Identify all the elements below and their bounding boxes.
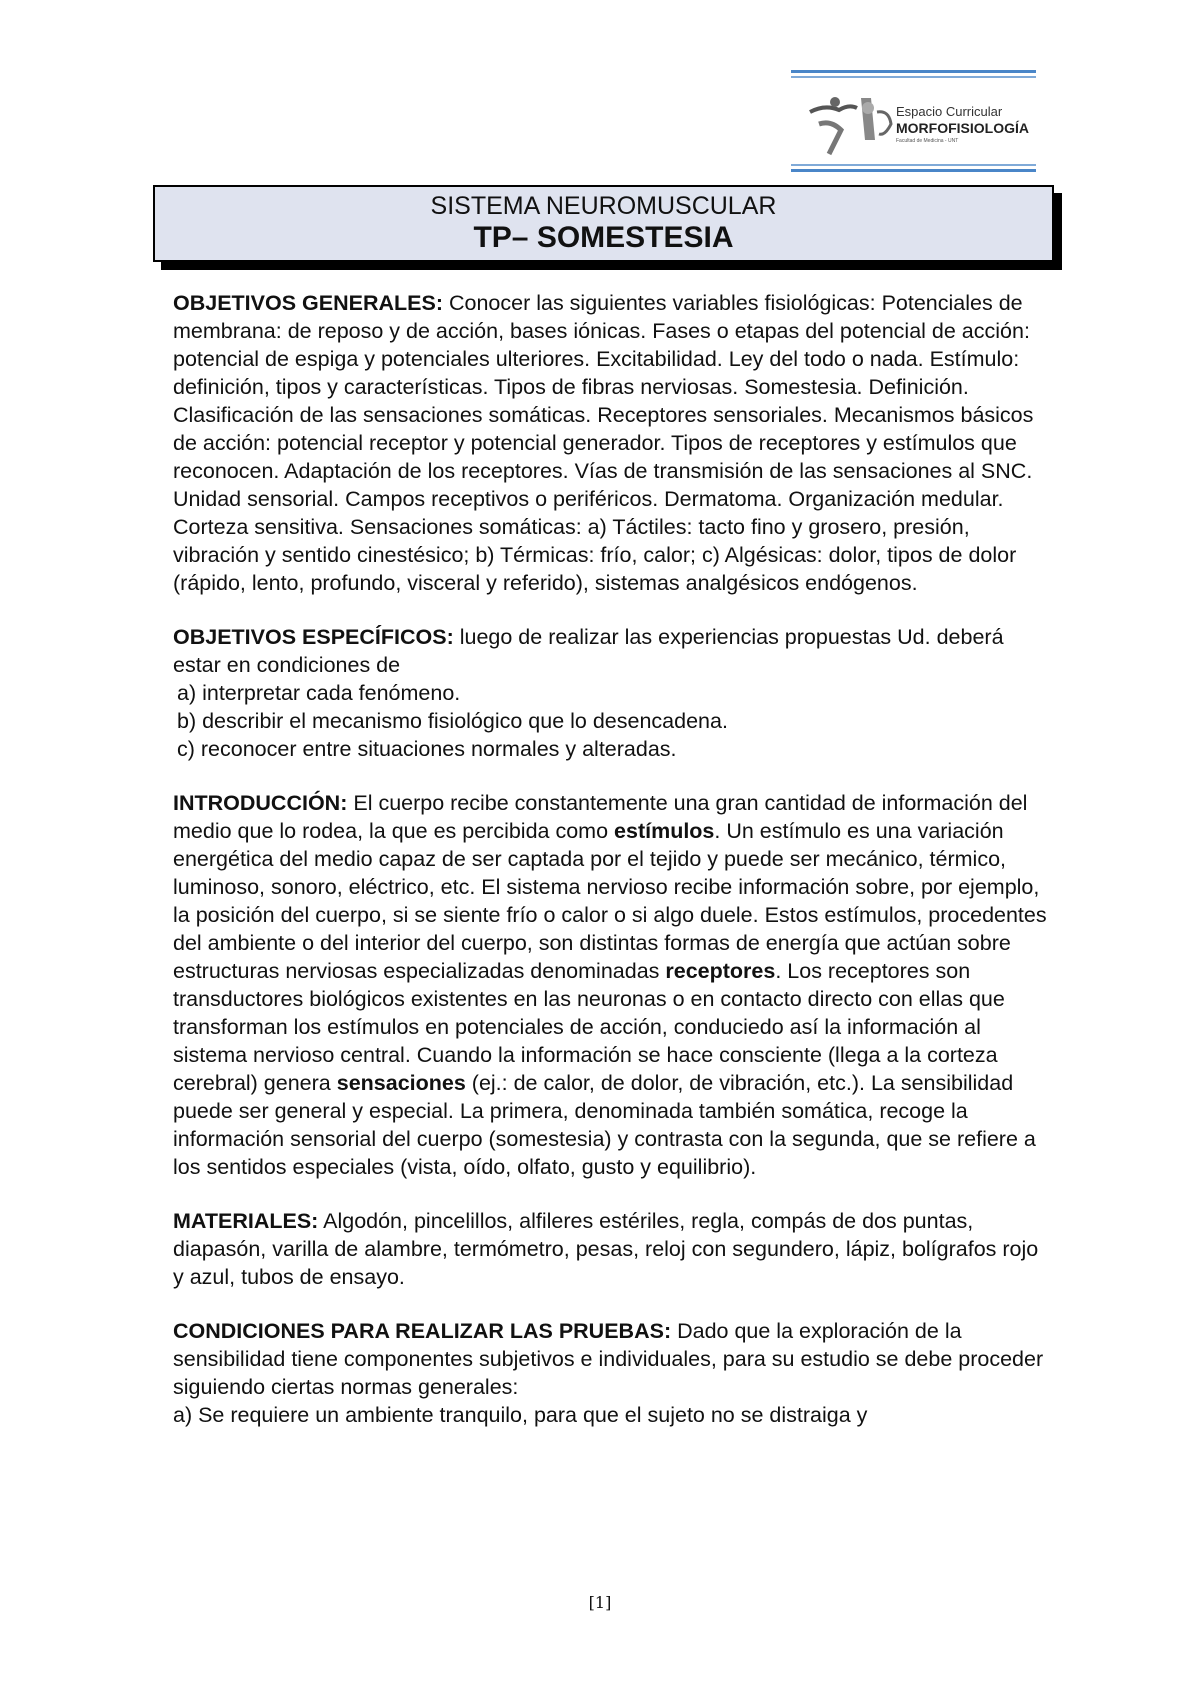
list-item: a) interpretar cada fenómeno. [177,681,461,705]
introduction-text: . Los receptores son transductores biológicos existentes en las neuronas o en contacto directo con ellas que transforman los estímulos en potenciales de acción, conduciedo así la información al sistema nervioso central. Cuando la información se hace consciente (llega a la corteza cerebral) genera [173,959,1005,1095]
materials-paragraph [173,1207,1053,1291]
specific-objectives-heading: OBJETIVOS ESPECÍFICOS: [173,625,454,649]
general-objectives-paragraph [173,289,1053,597]
logo-line-2: MORFOFISIOLOGÍA [896,120,1029,136]
logo-line-1: Espacio Curricular [896,104,1003,119]
conditions-heading: CONDICIONES PARA REALIZAR LAS PRUEBAS: [173,1319,672,1343]
list-item: c) reconocer entre situaciones normales y alteradas. [177,737,677,761]
title-system: SISTEMA NEUROMUSCULAR [430,192,777,220]
title-practical: TP– SOMESTESIA [473,221,734,254]
conditions-text: Dado que la exploración de la sensibilidad tiene componentes subjetivos e individuales, para su estudio se debe proceder siguiendo ciertas normas generales: [173,1319,1044,1399]
introduction-term: receptores [665,959,776,983]
materials-text: Algodón, pincelillos, alfileres estériles, regla, compás de dos puntas, diapasón, varilla de alambre, termómetro, pesas, reloj con segundero, lápiz, bolígrafos rojo y azul, tubos de ensayo. [173,1209,1039,1289]
introduction-term: estímulos [614,819,715,843]
introduction-heading: INTRODUCCIÓN: [173,791,348,815]
logo-stripe [791,70,1036,73]
morphology-illustration-icon [805,90,900,160]
page-number: [1] [588,1593,612,1612]
specific-objectives-text: luego de realizar las experiencias propuestas Ud. deberá estar en condiciones de [173,625,1004,677]
logo-line-3: Facultad de Medicina - UNT [896,138,959,144]
list-item: b) describir el mecanismo fisiológico que lo desencadena. [177,709,728,733]
introduction-paragraph [173,789,1053,1181]
logo-stripe [791,76,1036,78]
general-objectives-heading: OBJETIVOS GENERALES: [173,291,443,315]
specific-objectives-list [173,679,1053,763]
introduction-text: (ej.: de calor, de dolor, de vibración, etc.). La sensibilidad puede ser general y especial. La primera, denominada también somática, recoge la información sensorial del cuerpo (somestesia) y contrasta con la segunda, que se refiere a los sentidos especiales (vista, oído, olfato, gusto y equilibrio). [173,1071,1036,1179]
conditions-paragraph [173,1317,1053,1401]
conditions-item-a: a) Se requiere un ambiente tranquilo, para que el sujeto no se distraiga y [173,1403,868,1427]
introduction-text: . Un estímulo es una variación energética del medio capaz de ser captada por el tejido y puede ser mecánico, térmico, luminoso, sonoro, eléctrico, etc. El sistema nervioso recibe información sobre, por ejemplo, la posición del cuerpo, si se siente frío o calor o si algo duele. Estos estímulos, procedentes del ambiente o del interior del cuerpo, son distintas formas de energía que actúan sobre estructuras nerviosas especializadas denominadas [173,819,1047,983]
specific-objectives-paragraph [173,623,1053,679]
materials-heading: MATERIALES: [173,1209,319,1233]
logo-stripe [791,164,1036,166]
faculty-logo [791,70,1036,172]
general-objectives-text: Conocer las siguientes variables fisiológicas: Potenciales de membrana: de reposo y de acción, bases iónicas. Fases o etapas del potencial de acción: potencial de espiga y potenciales ulteriores. Excitabilidad. Ley del todo o nada. Estímulo: definición, tipos y características. Tipos de fibras nerviosas. Somestesia. Definición. Clasificación de las sensaciones somáticas. Receptores sensoriales. Mecanismos básicos de acción: potencial receptor y potencial generador. Tipos de receptores y estímulos que reconocen. Adaptación de los receptores. Vías de transmisión de las sensaciones al SNC. Unidad sensorial. Campos receptivos o periféricos. Dermatoma. Organización medular. Corteza sensitiva. Sensaciones somáticas: a) Táctiles: tacto fino y grosero, presión, vibración y sentido cinestésico; b) Térmicas: frío, calor; c) Algésicas: dolor, tipos de dolor (rápido, lento, profundo, visceral y referido), sistemas analgésicos endógenos. [173,291,1034,595]
introduction-text: El cuerpo recibe constantemente una gran cantidad de información del medio que lo rodea, la que es percibida como [173,791,1028,843]
document-body [173,289,1053,1429]
introduction-term: sensaciones [336,1071,466,1095]
logo-stripe [791,169,1036,172]
title-box [153,185,1054,262]
